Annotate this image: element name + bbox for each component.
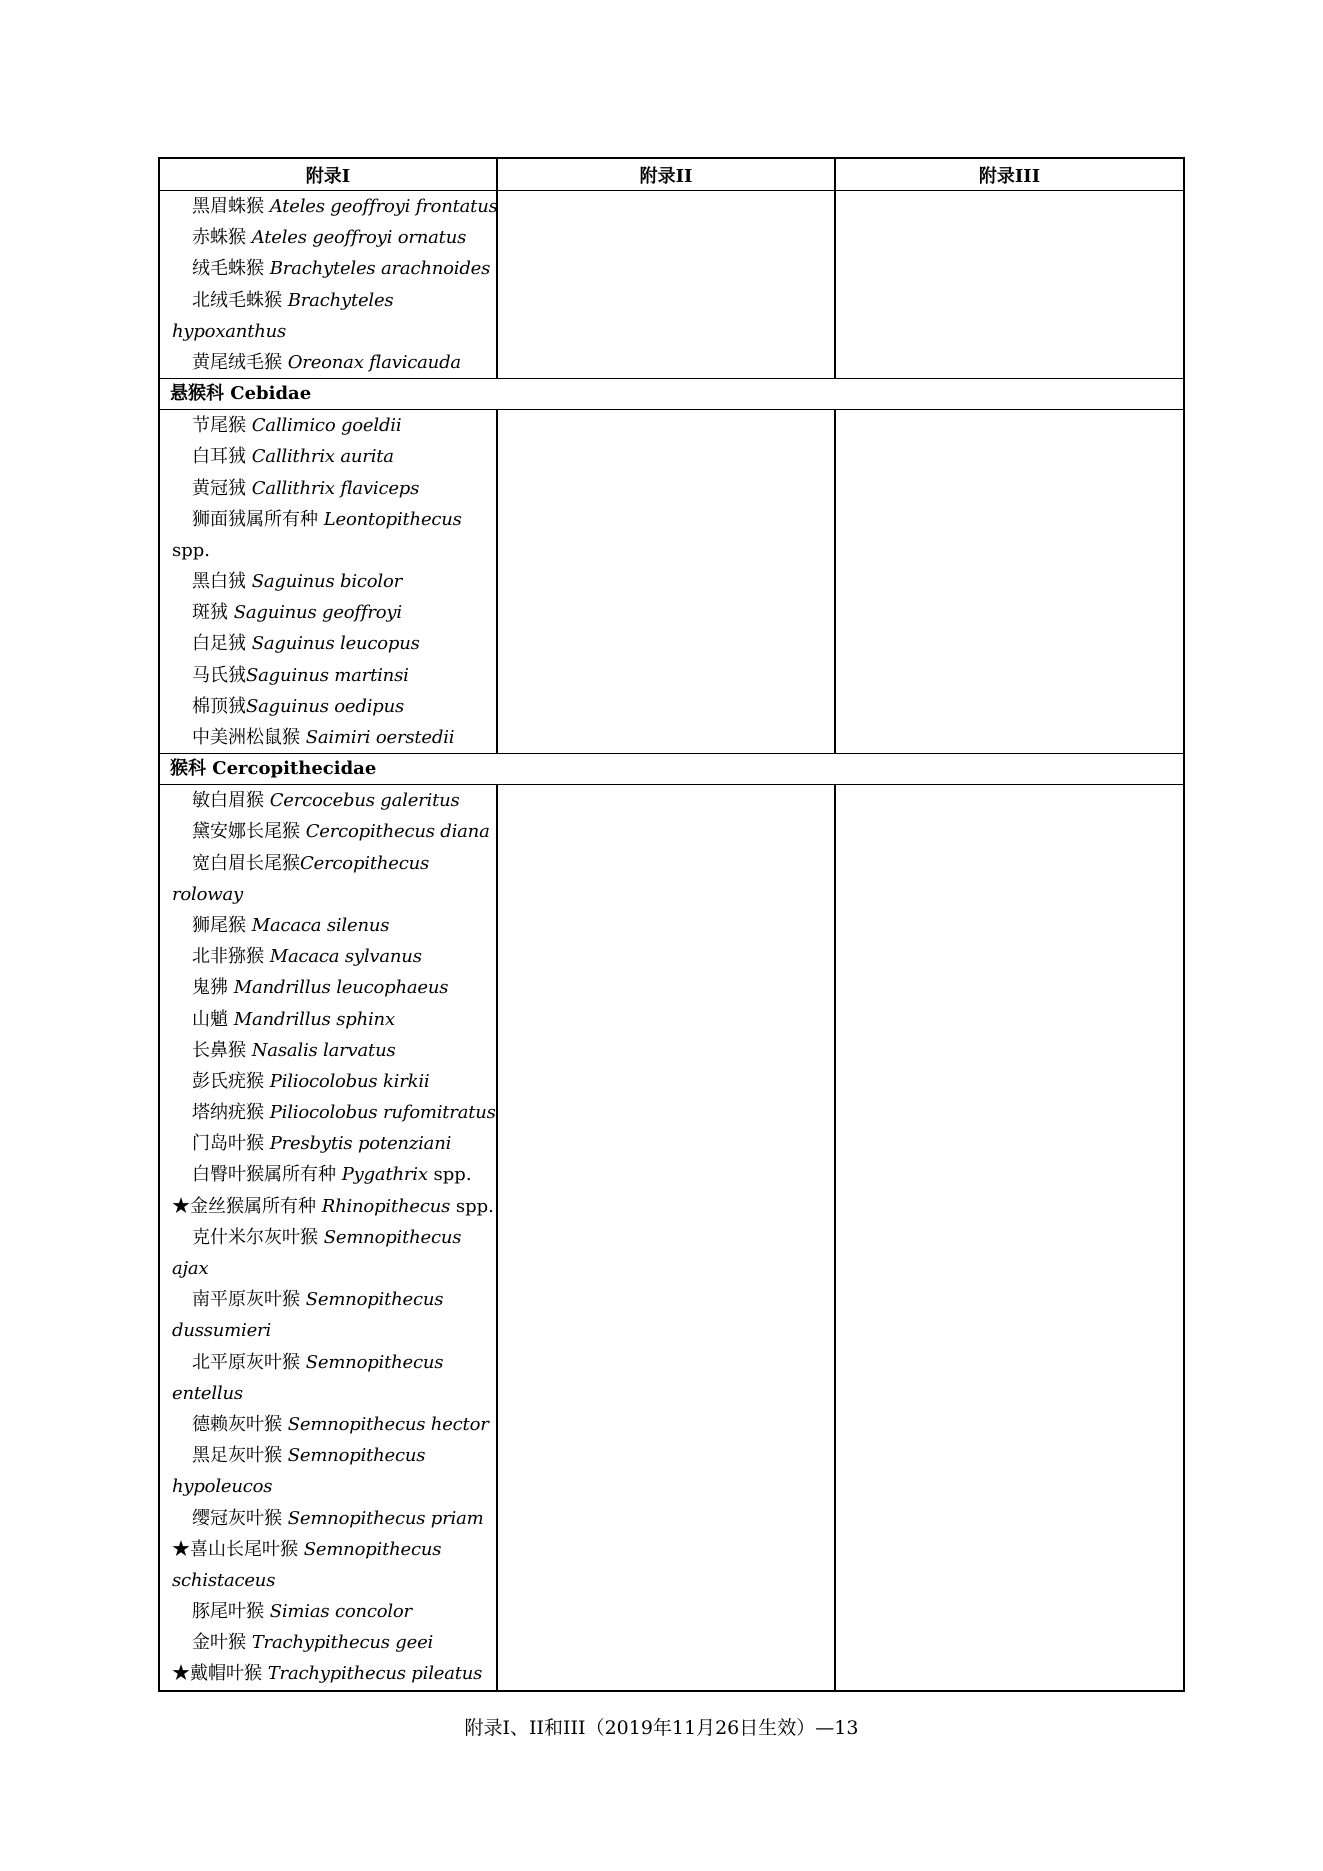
scientific-name: Leontopithecus [323,508,462,530]
species-entry [160,222,496,253]
scientific-name: Mandrillus sphinx [233,1008,395,1030]
common-name: ★金丝猴属所有种 [172,1195,322,1217]
common-name: 黑白狨 [192,571,252,593]
name-suffix: spp. [450,1195,494,1217]
species-entry [160,410,496,441]
species-row [159,785,1184,1691]
common-name: 缨冠灰叶猴 [192,1507,288,1529]
appendix-iii-cell [835,191,1184,379]
scientific-name: Macaca sylvanus [269,946,422,968]
name-suffix: spp. [172,539,211,561]
scientific-name: Semnopithecus [323,1226,462,1248]
species-entry [160,535,496,566]
appendix-ii-cell [497,785,835,1691]
species-entry [160,785,496,816]
appendix-i-cell [159,410,497,754]
appendix-iii-cell [835,785,1184,1691]
family-heading: 猴科 Cercopithecidae [159,754,1184,785]
family-heading: 悬猴科 Cebidae [159,379,1184,410]
species-entry [160,316,496,347]
scientific-name: Saguinus geoffroyi [233,602,402,624]
species-entry [160,1097,496,1128]
species-entry [160,722,496,753]
common-name: 棉顶狨 [192,695,246,717]
name-suffix: spp. [427,1164,472,1186]
species-entry [160,1503,496,1534]
scientific-name: Brachyteles arachnoides [269,258,491,280]
scientific-name: Piliocolobus kirkii [269,1070,430,1092]
scientific-name: roloway [172,883,243,905]
scientific-name: Ateles geoffroyi frontatus [269,196,498,217]
common-name: 北绒毛蛛猴 [192,289,288,311]
common-name: 宽白眉长尾猴 [192,852,300,874]
scientific-name: Brachyteles [287,289,394,311]
common-name: 彭氏疣猴 [192,1070,270,1092]
common-name: 北平原灰叶猴 [192,1351,306,1373]
appendix-ii-cell [497,191,835,379]
common-name: 狮尾猴 [192,914,252,936]
common-name: 豚尾叶猴 [192,1601,270,1623]
scientific-name: Rhinopithecus [321,1195,451,1217]
common-name: 北非猕猴 [192,946,270,968]
species-entry [160,1159,496,1190]
species-entry [160,253,496,284]
scientific-name: Saguinus oedipus [246,695,405,717]
scientific-name: Semnopithecus priam [287,1507,484,1529]
common-name: 白足狨 [192,633,252,655]
species-entry [160,972,496,1003]
appendix-i-cell [159,785,497,1691]
header-appendix-ii: 附录II [497,158,835,191]
species-entry [160,1347,496,1378]
scientific-name: Semnopithecus [303,1538,442,1560]
species-entry [160,1378,496,1409]
common-name: 克什米尔灰叶猴 [192,1226,324,1248]
scientific-name: Semnopithecus [305,1351,444,1373]
common-name: 金叶猴 [192,1632,252,1654]
species-entry [160,1534,496,1565]
species-entry [160,691,496,722]
species-entry [160,1627,496,1658]
scientific-name: Nasalis larvatus [251,1039,396,1061]
species-entry [160,1004,496,1035]
family-row [159,754,1184,785]
appendix-ii-cell [497,410,835,754]
species-entry [160,1596,496,1627]
common-name: ★喜山长尾叶猴 [172,1538,304,1560]
appendix-table [158,157,1185,1692]
common-name: 黑足灰叶猴 [192,1445,288,1467]
species-entry [160,504,496,535]
common-name: 中美洲松鼠猴 [192,727,306,748]
species-row [159,191,1184,379]
species-entry [160,879,496,910]
common-name: 敏白眉猴 [192,790,270,812]
scientific-name: Macaca silenus [251,914,390,936]
common-name: 德赖灰叶猴 [192,1413,288,1435]
species-entry [160,1658,496,1689]
common-name: 南平原灰叶猴 [192,1289,306,1311]
scientific-name: Semnopithecus [305,1289,444,1311]
species-entry [160,660,496,691]
scientific-name: Saguinus leucopus [251,633,420,655]
scientific-name: Callithrix flaviceps [251,477,420,499]
common-name: 狮面狨属所有种 [192,508,324,530]
common-name: 黑眉蛛猴 [192,196,270,217]
family-row [159,379,1184,410]
species-entry [160,1471,496,1502]
species-entry [160,1315,496,1346]
scientific-name: Callithrix aurita [251,446,394,468]
common-name: 马氏狨 [192,664,246,686]
common-name: 斑狨 [192,602,234,624]
scientific-name: Cercopithecus diana [305,821,490,843]
table-body [159,191,1184,1691]
scientific-name: Simias concolor [269,1601,412,1623]
appendix-i-cell [159,191,497,379]
common-name: 节尾猴 [192,415,252,437]
scientific-name: Mandrillus leucophaeus [233,977,449,999]
species-entry [160,347,496,378]
common-name: 长鼻猴 [192,1039,252,1061]
header-appendix-i: 附录I [159,158,497,191]
species-entry [160,1222,496,1253]
scientific-name: Saimiri oerstedii [305,727,455,748]
species-entry [160,285,496,316]
common-name: 山魈 [192,1008,234,1030]
common-name: 白臀叶猴属所有种 [192,1164,342,1186]
species-entry [160,1035,496,1066]
scientific-name: Trachypithecus geei [251,1632,434,1654]
common-name: 绒毛蛛猴 [192,258,270,280]
common-name: 白耳狨 [192,446,252,468]
species-entry [160,1565,496,1596]
species-entry [160,473,496,504]
species-entry [160,1066,496,1097]
scientific-name: schistaceus [172,1569,276,1591]
scientific-name: Callimico goeldii [251,415,402,437]
common-name: 门岛叶猴 [192,1133,270,1155]
species-entry [160,597,496,628]
common-name: 塔纳疣猴 [192,1102,270,1124]
header-row [159,158,1184,191]
common-name: 黄冠狨 [192,477,252,499]
page-footer: 附录I、II和III（2019年11月26日生效）—13 [464,1717,859,1739]
scientific-name: Oreonax flavicauda [287,351,461,373]
scientific-name: hypoxanthus [172,320,287,342]
appendix-iii-cell [835,410,1184,754]
common-name: 黄尾绒毛猴 [192,351,288,373]
scientific-name: dussumieri [172,1320,272,1342]
species-entry [160,1191,496,1222]
scientific-name: Saguinus bicolor [251,571,403,593]
scientific-name: ajax [172,1258,209,1279]
species-entry [160,566,496,597]
scientific-name: Saguinus martinsi [246,664,409,686]
scientific-name: Semnopithecus hector [287,1413,489,1435]
species-entry [160,1128,496,1159]
species-entry [160,191,496,222]
scientific-name: Piliocolobus rufomitratus [269,1102,496,1124]
species-entry [160,848,496,879]
species-entry [160,816,496,847]
species-entry [160,1284,496,1315]
scientific-name: Trachypithecus pileatus [267,1663,483,1685]
scientific-name: Cercocebus galeritus [269,790,460,812]
species-entry [160,941,496,972]
scientific-name: Cercopithecus [300,852,430,874]
scientific-name: entellus [172,1382,243,1404]
scientific-name: Semnopithecus [287,1445,426,1467]
common-name: 赤蛛猴 [192,227,252,249]
species-row [159,410,1184,754]
scientific-name: Presbytis potenziani [269,1133,452,1155]
species-entry [160,1440,496,1471]
common-name: 鬼狒 [192,977,234,999]
common-name: ★戴帽叶猴 [172,1663,268,1685]
species-entry [160,628,496,659]
species-entry [160,441,496,472]
species-entry [160,1409,496,1440]
scientific-name: hypoleucos [172,1476,273,1498]
header-appendix-iii: 附录III [835,158,1184,191]
scientific-name: Pygathrix [341,1164,428,1186]
common-name: 黛安娜长尾猴 [192,821,306,843]
species-entry [160,1253,496,1284]
species-entry [160,910,496,941]
scientific-name: Ateles geoffroyi ornatus [251,227,467,249]
